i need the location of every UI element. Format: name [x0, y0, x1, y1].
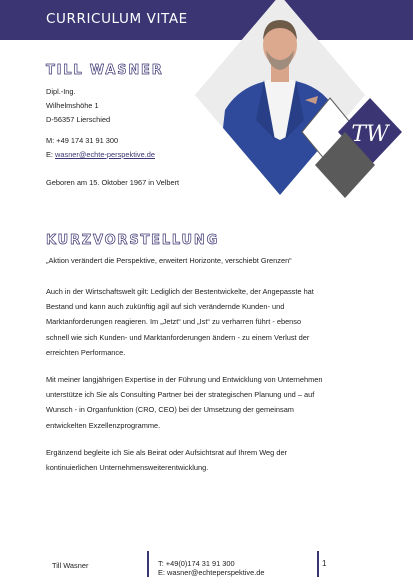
- paragraph-2: [46, 372, 366, 433]
- person-name: TILL WASNER: [46, 63, 164, 78]
- paragraph-line: Mit meiner langjährigen Expertise in der Führung und Entwicklung von Unternehmen: [46, 375, 323, 384]
- portrait-photo: [180, 0, 413, 200]
- monogram-logo: TW: [351, 122, 389, 147]
- paragraph-line: Wunsch - in Organfunktion (CRO, CEO) bei der Umsetzung der gemeinsam: [46, 405, 294, 415]
- paragraph-line: entwickelten Exzellenzprogramme.: [46, 420, 161, 430]
- paragraph-line: Bestand und kann auch zukünftig agil auf sich verändernde Kunden- und: [46, 302, 285, 312]
- page-number: 1: [322, 559, 327, 568]
- footer-divider: [317, 551, 319, 577]
- address-city: D-56357 Lierschied: [46, 115, 111, 124]
- person-title: Dipl.-Ing.: [46, 87, 76, 96]
- paragraph-line: schnell wie sich Kunden- und Marktanforderungen ändern - zu einem Verlust der: [46, 332, 310, 342]
- footer-email[interactable]: E: wasner@echteperspektive.de: [158, 568, 265, 577]
- footer-contact: [158, 559, 265, 577]
- email-link[interactable]: wasner@echte-perspektive.de: [55, 150, 155, 159]
- section-title: KURZVORSTELLUNG: [46, 233, 220, 248]
- portrait-graphic: [180, 0, 413, 200]
- email-line: [46, 150, 155, 160]
- footer-name: Till Wasner: [52, 561, 89, 570]
- paragraph-line: kontinuierlichen Unternehmensweiterentwicklung.: [46, 463, 209, 473]
- motto-quote: „Aktion verändert die Perspektive, erweitert Horizonte, verschiebt Grenzen“: [46, 256, 292, 265]
- address-street: Wilhelmshöhe 1: [46, 101, 99, 110]
- paragraph-3: [46, 445, 366, 475]
- email-prefix: E:: [46, 150, 53, 159]
- birth-info: Geboren am 15. Oktober 1967 in Velbert: [46, 178, 180, 187]
- phone-number: M: +49 174 31 91 300: [46, 136, 119, 145]
- paragraph-line: Ergänzend begleite ich Sie als Beirat oder Aufsichtsrat auf Ihrem Weg der: [46, 448, 288, 457]
- paragraph-line: Auch in der Wirtschaftswelt gilt: Lediglich der Bestentwickelte, der Angepasste hat: [46, 287, 314, 296]
- document-title: CURRICULUM VITAE: [46, 11, 188, 27]
- footer-phone: T: +49(0)174 31 91 300: [158, 559, 235, 568]
- paragraph-line: erreichten Performance.: [46, 347, 126, 357]
- paragraph-line: unterstütze ich Sie als Consulting Partner bei der strategischen Planung und – auf: [46, 390, 315, 400]
- paragraph-line: Marktanforderungen reagieren. Im „Jetzt“ und „Ist“ zu verharren führt - ebenso: [46, 317, 302, 327]
- footer-divider: [147, 551, 149, 577]
- paragraph-1: [46, 284, 366, 360]
